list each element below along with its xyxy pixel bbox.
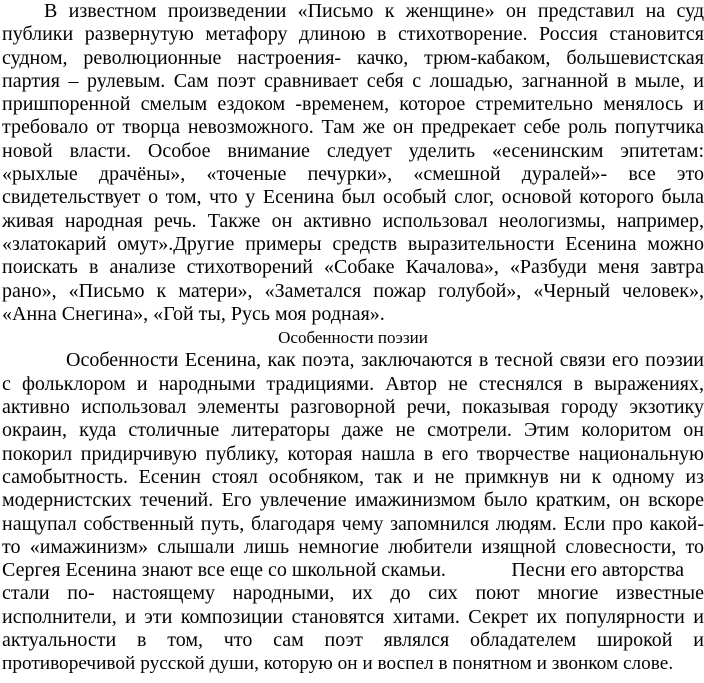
- text-line: самобытность. Есенин стоял особняком, так и не примкнув ни к одному из: [2, 465, 704, 488]
- text-line: нащупал собственный путь, благодаря чему запомнился людям. Если про какой-: [2, 512, 704, 535]
- text-line-left: Сергея Есенина знают все еще со школьной скамьи.: [2, 559, 446, 582]
- text-line: модернистских течений. Его увлечение имажинизмом было кратким, он вскоре: [2, 489, 704, 512]
- text-line: «златокарий омут».Другие примеры средств выразительности Есенина можно: [2, 232, 704, 255]
- text-line: стали по- настоящему народными, их до сих поют многие известные: [2, 582, 704, 605]
- text-line: свидетельствует о том, что у Есенина был особый слог, основой которого была: [2, 186, 704, 209]
- text-line-split: [2, 559, 704, 582]
- text-line: то «имажинизм» слышали лишь немногие любители изящной словесности, то: [2, 535, 704, 558]
- text-line: пришпоренной смелым ездоком -временем, которое стремительно менялось и: [2, 93, 704, 116]
- text-line: Особенности Есенина, как поэта, заключаются в тесной связи его поэзии: [66, 349, 704, 372]
- text-line: актуальности в том, что сам поэт являлся обладателем широкой и: [2, 629, 704, 652]
- text-line: покорил придирчивую публику, которая нашла в его творчестве национальную: [2, 442, 704, 465]
- text-line: с фольклором и народными традициями. Автор не стеснялся в выражениях,: [2, 372, 704, 395]
- text-line: «Анна Снегина», «Гой ты, Русь моя родная».: [2, 302, 385, 325]
- text-line: окраин, куда столичные литераторы даже не смотрели. Этим колоритом он: [2, 419, 704, 442]
- section-heading: Особенности поэзии: [278, 328, 428, 348]
- text-line: живая народная речь. Также он активно использовал неологизмы, например,: [2, 209, 704, 232]
- text-line: судном, революционные настроения- качко, трюм-кабаком, большевистская: [2, 46, 704, 69]
- text-line: «рыхлые драчёны», «точеные печурки», «смешной дуралей»- все это: [2, 163, 704, 186]
- text-line: партия – рулевым. Сам поэт сравнивает себя с лошадью, загнанной в мыле, и: [2, 69, 704, 92]
- text-line-right: Песни его авторства: [511, 559, 684, 582]
- text-line: исполнители, и эти композиции становятся хитами. Секрет их популярности и: [2, 605, 704, 628]
- document-page: [2, 0, 704, 676]
- text-line: противоречивой русской души, которую он и воспел в понятном и звонком слове.: [2, 653, 674, 675]
- text-line: публики развернутую метафору длиною в стихотворение. Россия становится: [2, 23, 704, 46]
- text-line: новой власти. Особое внимание следует уделить «есенинским эпитетам:: [2, 139, 704, 162]
- text-line: активно использовал элементы разговорной речи, показывая городу экзотику: [2, 396, 704, 419]
- text-line: В известном произведении «Письмо к женщине» он представил на суд: [44, 0, 704, 22]
- text-line: требовало от творца невозможного. Там же он предрекает себе роль попутчика: [2, 116, 704, 139]
- text-line: поискать в анализе стихотворений «Собаке Качалова», «Разбуди меня завтра: [2, 256, 704, 279]
- text-line: рано», «Письмо к матери», «Заметался пожар голубой», «Черный человек»,: [2, 279, 704, 302]
